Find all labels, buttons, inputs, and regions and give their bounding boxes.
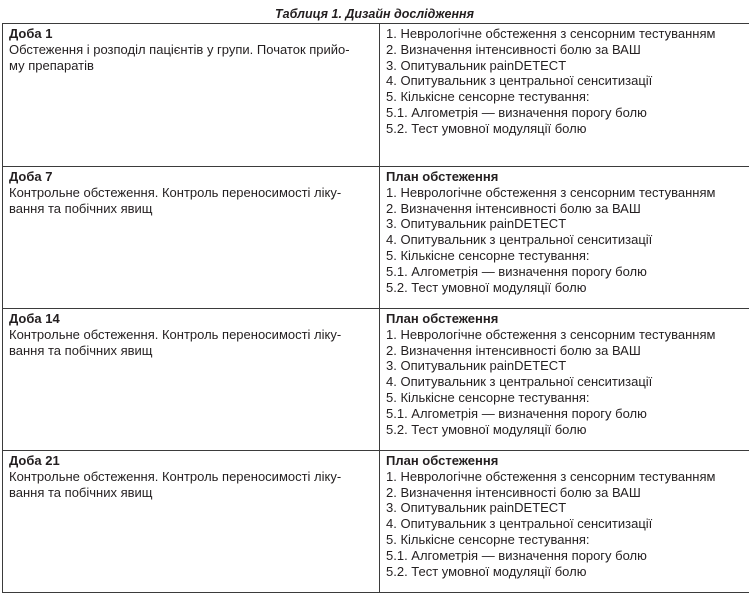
plan-item: 2. Визначення інтенсивності болю за ВАШ xyxy=(386,485,748,501)
day-description-line: вання та побічних явищ xyxy=(9,485,373,501)
plan-item: 3. Опитувальник painDETECT xyxy=(386,500,748,516)
table-row-day-14 xyxy=(3,309,749,451)
day-label: Доба 21 xyxy=(9,453,373,469)
day-cell xyxy=(3,167,380,309)
plan-item: 1. Неврологічне обстеження з сенсорним тестуванням xyxy=(386,469,748,485)
day-label: Доба 14 xyxy=(9,311,373,327)
plan-list xyxy=(386,469,748,580)
plan-item: 4. Опитувальник з центральної сенситизації xyxy=(386,73,748,89)
day-label: Доба 7 xyxy=(9,169,373,185)
plan-title: План обстеження xyxy=(386,453,748,469)
plan-cell xyxy=(380,451,749,593)
plan-list xyxy=(386,327,748,438)
plan-title: План обстеження xyxy=(386,169,748,185)
plan-item: 5. Кількісне сенсорне тестування: xyxy=(386,248,748,264)
plan-item: 5.2. Тест умовної модуляції болю xyxy=(386,121,748,137)
plan-item: 5.2. Тест умовної модуляції болю xyxy=(386,280,748,296)
table-caption: Таблиця 1. Дизайн дослідження xyxy=(0,6,749,23)
plan-item: 5.2. Тест умовної модуляції болю xyxy=(386,564,748,580)
day-description-line: Обстеження і розподіл пацієнтів у групи. Початок прийо- xyxy=(9,42,373,58)
plan-item: 2. Визначення інтенсивності болю за ВАШ xyxy=(386,42,748,58)
day-description-line: Контрольне обстеження. Контроль переносимості ліку- xyxy=(9,327,373,343)
plan-item: 4. Опитувальник з центральної сенситизації xyxy=(386,374,748,390)
plan-item: 5.1. Алгометрія — визначення порогу болю xyxy=(386,264,748,280)
day-label: Доба 1 xyxy=(9,26,373,42)
table-row-day-7 xyxy=(3,167,749,309)
day-cell xyxy=(3,309,380,451)
plan-item: 4. Опитувальник з центральної сенситизації xyxy=(386,232,748,248)
plan-item: 3. Опитувальник painDETECT xyxy=(386,216,748,232)
plan-item: 2. Визначення інтенсивності болю за ВАШ xyxy=(386,343,748,359)
plan-item: 5.1. Алгометрія — визначення порогу болю xyxy=(386,548,748,564)
plan-item: 5.1. Алгометрія — визначення порогу болю xyxy=(386,105,748,121)
plan-item: 5. Кількісне сенсорне тестування: xyxy=(386,390,748,406)
plan-item: 5. Кількісне сенсорне тестування: xyxy=(386,89,748,105)
plan-cell xyxy=(380,309,749,451)
plan-item: 4. Опитувальник з центральної сенситизації xyxy=(386,516,748,532)
day-description-line: му препаратів xyxy=(9,58,373,74)
plan-item: 1. Неврологічне обстеження з сенсорним тестуванням xyxy=(386,185,748,201)
day-description-line: Контрольне обстеження. Контроль переносимості ліку- xyxy=(9,185,373,201)
plan-item: 5. Кількісне сенсорне тестування: xyxy=(386,532,748,548)
plan-list xyxy=(386,26,748,137)
plan-item: 5.1. Алгометрія — визначення порогу болю xyxy=(386,406,748,422)
table-row-day-1 xyxy=(3,24,749,167)
plan-list xyxy=(386,185,748,296)
plan-item: 3. Опитувальник painDETECT xyxy=(386,58,748,74)
day-cell xyxy=(3,451,380,593)
study-design-table xyxy=(2,23,749,593)
plan-title: План обстеження xyxy=(386,311,748,327)
plan-item: 2. Визначення інтенсивності болю за ВАШ xyxy=(386,201,748,217)
day-description-line: вання та побічних явищ xyxy=(9,343,373,359)
plan-item: 1. Неврологічне обстеження з сенсорним тестуванням xyxy=(386,26,748,42)
plan-cell xyxy=(380,167,749,309)
plan-item: 1. Неврологічне обстеження з сенсорним тестуванням xyxy=(386,327,748,343)
plan-item: 5.2. Тест умовної модуляції болю xyxy=(386,422,748,438)
plan-item: 3. Опитувальник painDETECT xyxy=(386,358,748,374)
day-description-line: Контрольне обстеження. Контроль переносимості ліку- xyxy=(9,469,373,485)
day-description-line: вання та побічних явищ xyxy=(9,201,373,217)
plan-cell xyxy=(380,24,749,167)
day-cell xyxy=(3,24,380,167)
table-row-day-21 xyxy=(3,451,749,593)
